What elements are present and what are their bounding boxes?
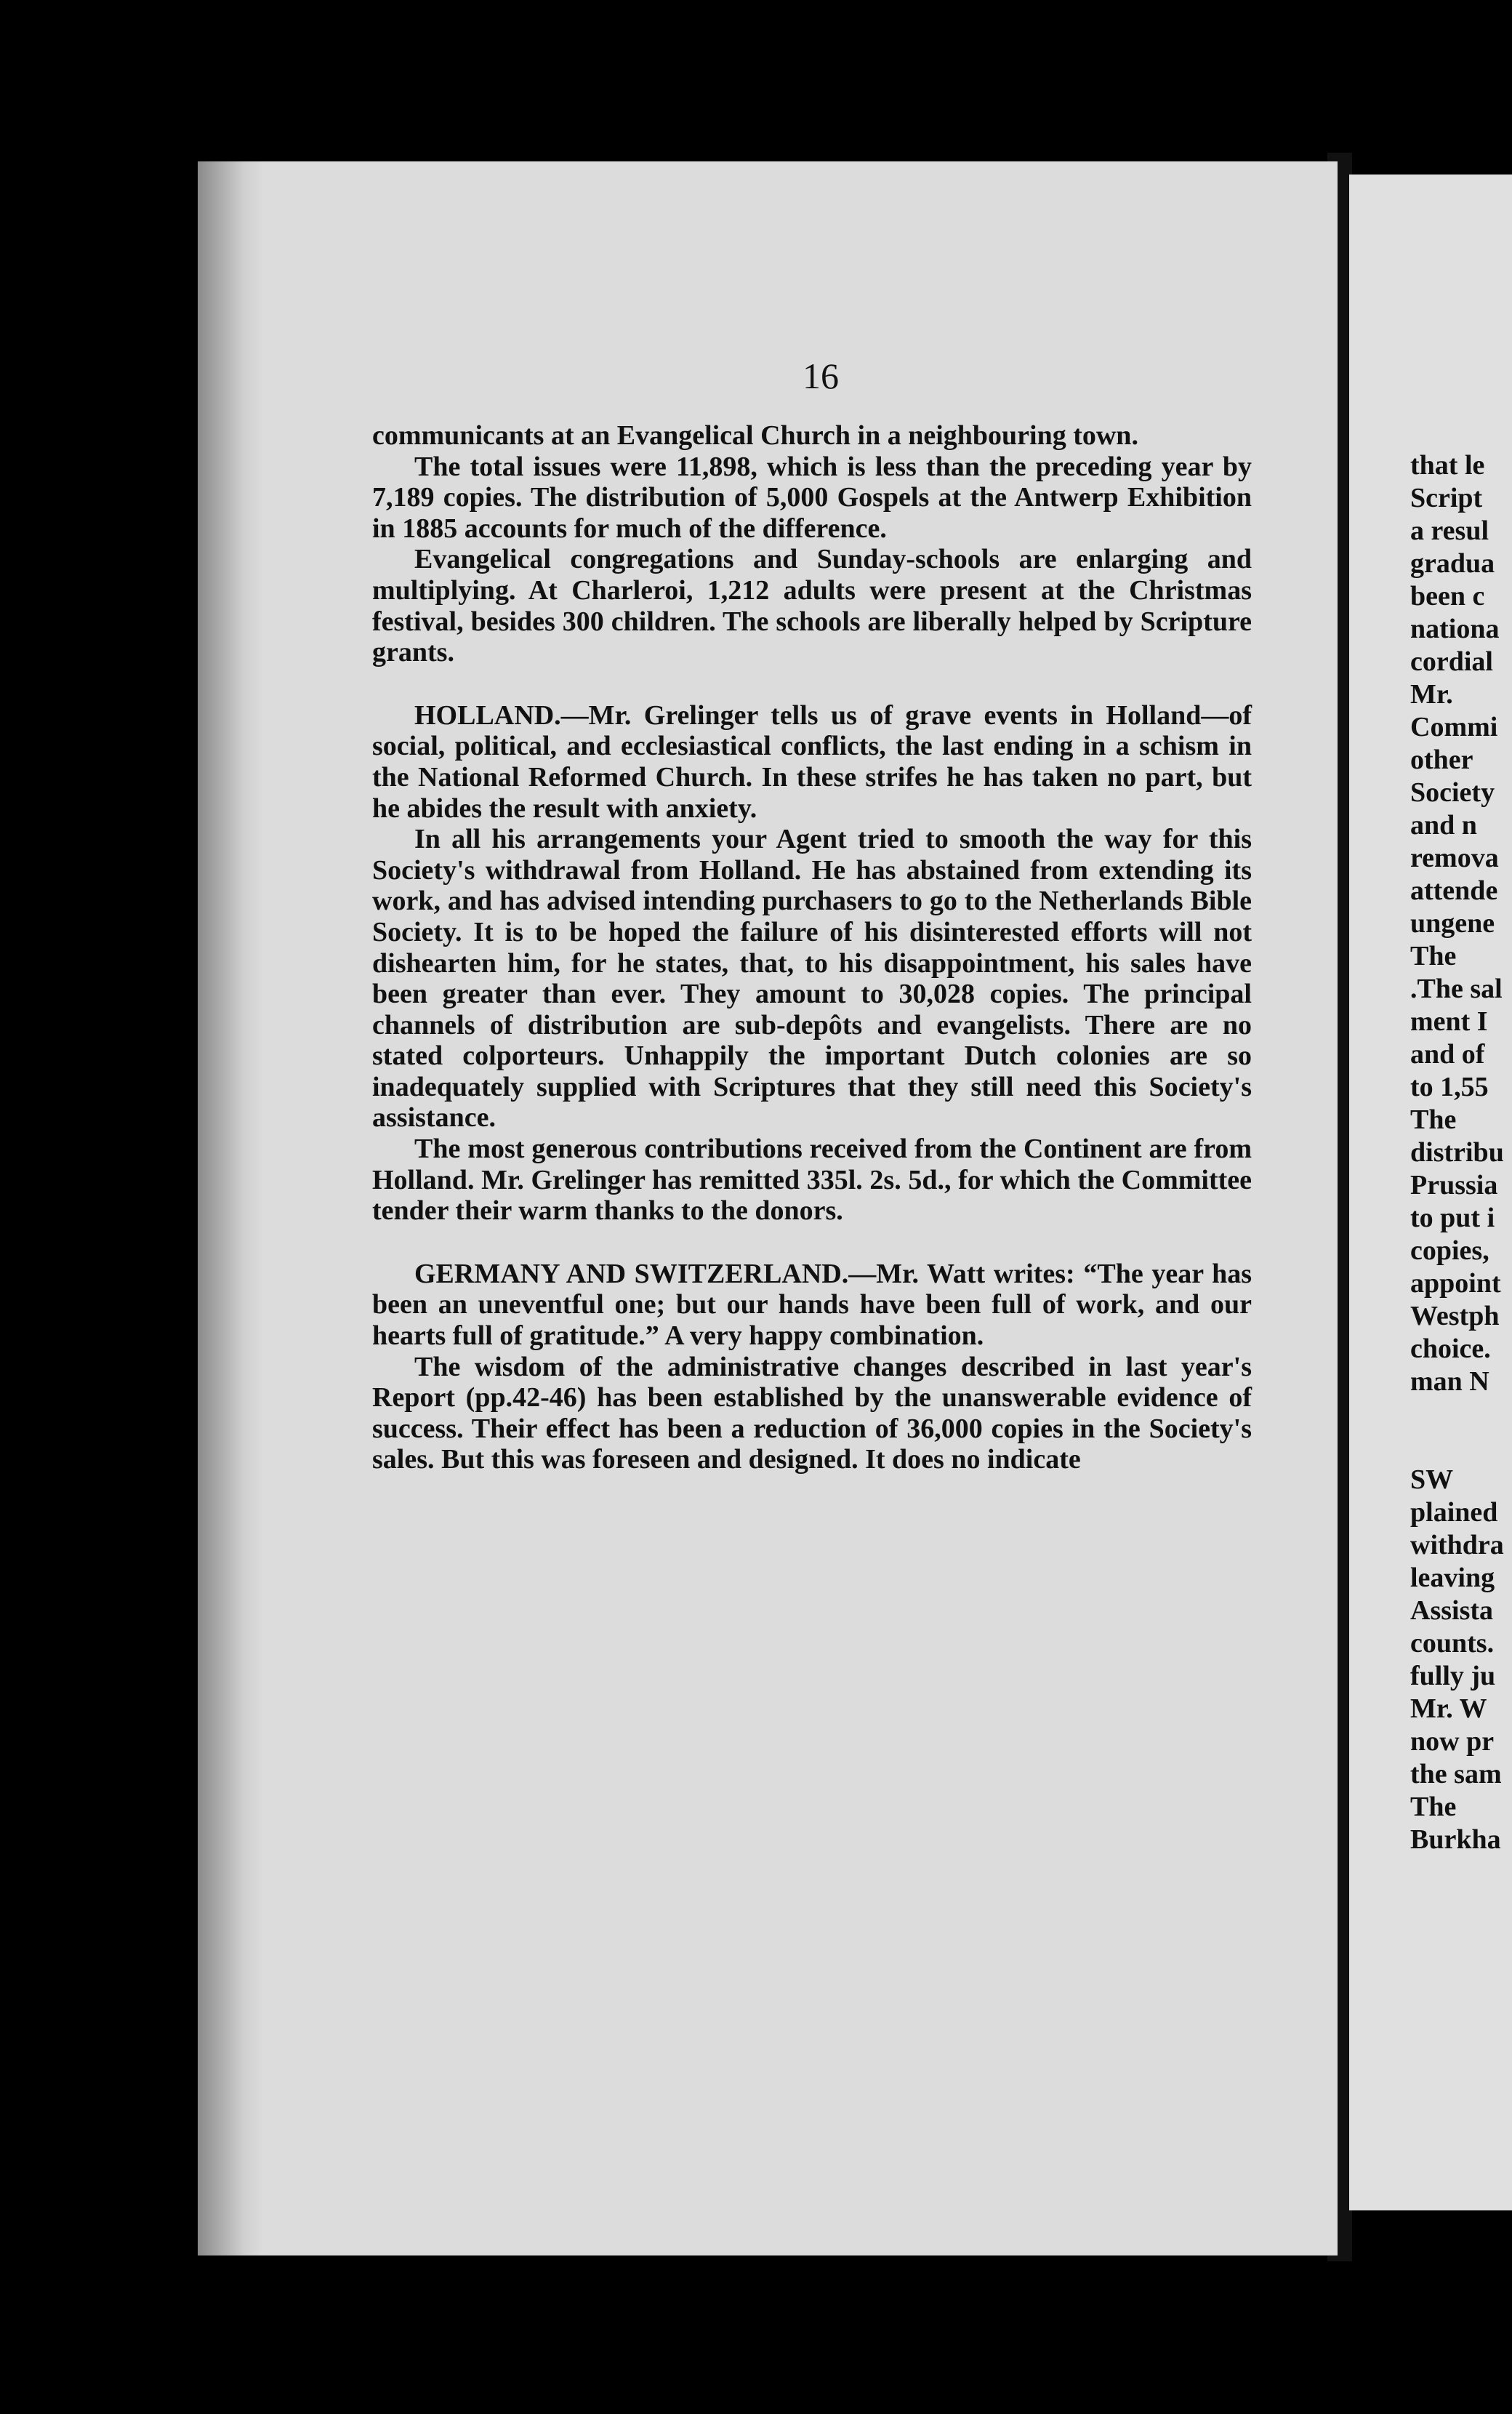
facing-page-line: SW bbox=[1410, 1464, 1454, 1495]
facing-page-line: man N bbox=[1410, 1366, 1489, 1397]
facing-page-line: choice. bbox=[1410, 1334, 1491, 1364]
facing-page-line: and of bbox=[1410, 1039, 1485, 1070]
facing-page-line: .The sal bbox=[1410, 974, 1503, 1004]
facing-page-line: ungene bbox=[1410, 908, 1495, 939]
paragraph-administrative-changes: The wisdom of the administrative changes described in last year's Report (pp.42-46) has been established by the unanswerable evidence of success. Their effect has been a reduction of 36,000 copies in the Society's sales. But this was foreseen and designed. It does no indicate bbox=[372, 1351, 1252, 1475]
facing-page-line: fully ju bbox=[1410, 1661, 1496, 1691]
facing-page-text bbox=[1410, 449, 1512, 1856]
paragraph-agent-arrangements: In all his arrangements your Agent tried to smooth the way for this Society's withdrawal from Holland. He has abstained from extending its work, and has advised intending purchasers to go to the Netherlands Bible Society. It is to be hoped the failure of his disinterested efforts will not dishearten him, for he states, that, to his disappointment, his sales have been greater than ever. They amount to 30,028 copies. The principal channels of distribution are sub-depôts and evangelists. There are no stated colporteurs. Unhappily the important Dutch colonies are so inadequately supplied with Scriptures that they still need this Society's assistance. bbox=[372, 824, 1252, 1134]
facing-page-line: attende bbox=[1410, 875, 1498, 906]
facing-page-line: copies, bbox=[1410, 1235, 1489, 1266]
facing-page-line: been c bbox=[1410, 581, 1485, 611]
paragraph-holland: HOLLAND.—Mr. Grelinger tells us of grave events in Holland—of social, political, and ecclesiastical conflicts, the last ending in a schism in the National Reformed Church. In these strifes he has taken no part, but he abides the result with anxiety. bbox=[372, 699, 1252, 824]
facing-page-line: ment I bbox=[1410, 1006, 1488, 1037]
facing-page-line: now pr bbox=[1410, 1726, 1495, 1757]
facing-page-line: Mr. W bbox=[1410, 1693, 1487, 1724]
facing-page-line: that le bbox=[1410, 450, 1485, 481]
paragraph-continuation: communicants at an Evangelical Church in a neighbouring town. bbox=[372, 420, 1138, 451]
facing-page-line: a resul bbox=[1410, 516, 1489, 546]
paragraph-issues: The total issues were 11,898, which is less than the preceding year by 7,189 copies. The distribution of 5,000 Gospels at the Antwerp Exhibition in 1885 accounts for much of the difference. bbox=[372, 451, 1252, 544]
facing-page-line: The bbox=[1410, 1792, 1457, 1822]
page-number: 16 bbox=[803, 356, 839, 396]
facing-page-line: Commi bbox=[1410, 712, 1498, 742]
facing-page-line: to put i bbox=[1410, 1203, 1495, 1233]
facing-page-line: the sam bbox=[1410, 1759, 1502, 1789]
facing-page-line: Assista bbox=[1410, 1595, 1494, 1626]
facing-page-line: withdra bbox=[1410, 1530, 1504, 1560]
facing-page-line: appoint bbox=[1410, 1268, 1501, 1299]
paragraph-germany-switzerland: GERMANY AND SWITZERLAND.—Mr. Watt writes: “The year has been an uneventful one; but our hands have been full of work, and our hearts full of gratitude.” A very happy combination. bbox=[372, 1258, 1252, 1352]
left-page-text bbox=[372, 420, 1252, 1475]
facing-page-line: Burkha bbox=[1410, 1824, 1501, 1855]
facing-page-line: plained bbox=[1410, 1497, 1498, 1528]
facing-page-line: and n bbox=[1410, 810, 1477, 841]
paragraph-contributions: The most generous contributions received from the Continent are from Holland. Mr. Grelinger has remitted 335l. 2s. 5d., for which the Committee tender their warm thanks to the donors. bbox=[372, 1134, 1252, 1227]
facing-page-line: Prussia bbox=[1410, 1170, 1498, 1200]
facing-page-line: to 1,55 bbox=[1410, 1072, 1489, 1102]
facing-page-line: remova bbox=[1410, 843, 1499, 873]
facing-page-line: Mr. bbox=[1410, 679, 1453, 710]
facing-page-line bbox=[1410, 1398, 1512, 1464]
facing-page-line: cordial bbox=[1410, 646, 1493, 677]
facing-page-line: nationa bbox=[1410, 614, 1500, 644]
facing-page-line: The bbox=[1410, 941, 1457, 971]
facing-page-line: Society bbox=[1410, 777, 1495, 808]
facing-page-line: other bbox=[1410, 745, 1473, 775]
facing-page-line: leaving bbox=[1410, 1563, 1495, 1593]
facing-page-line: Script bbox=[1410, 483, 1483, 513]
paragraph-congregations: Evangelical congregations and Sunday-schools are enlarging and multiplying. At Charleroi, 1,212 adults were present at the Christmas festival, besides 300 children. The schools are liberally helped by Scripture grants. bbox=[372, 544, 1252, 668]
facing-page-line: counts. bbox=[1410, 1628, 1495, 1659]
facing-page-line: distribu bbox=[1410, 1137, 1504, 1168]
facing-page-line: The bbox=[1410, 1104, 1457, 1135]
facing-page-line: Westph bbox=[1410, 1301, 1500, 1331]
facing-page-line: gradua bbox=[1410, 548, 1495, 579]
